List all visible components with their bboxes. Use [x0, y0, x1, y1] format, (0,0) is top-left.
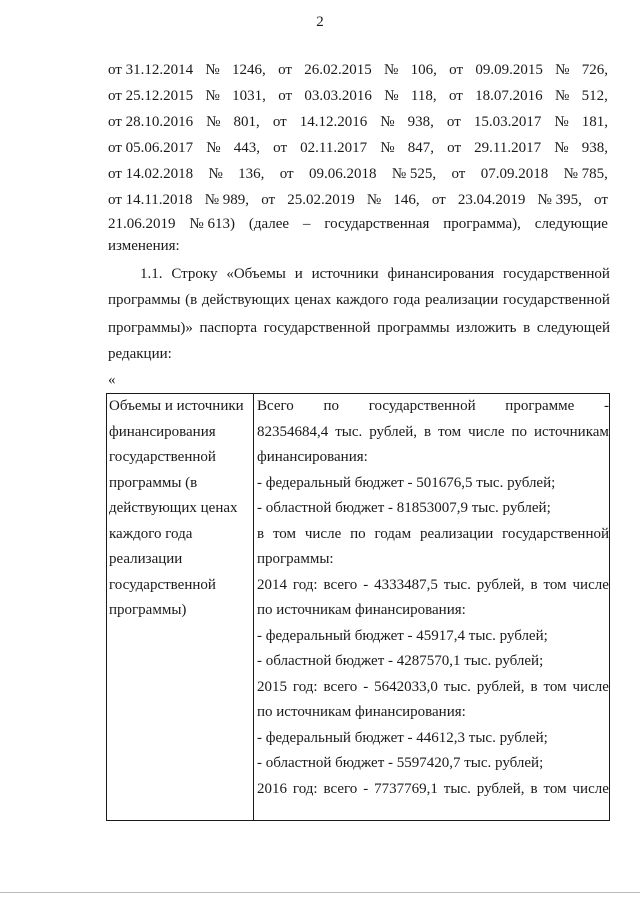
left-cell-line: финансирования — [109, 423, 216, 440]
reference-word: от — [273, 140, 287, 156]
reference-word: № — [555, 62, 570, 78]
left-cell-line: Объемы и источники — [109, 398, 244, 414]
reference-word: от — [272, 114, 287, 130]
reference-word: № — [554, 140, 569, 156]
reference-line — [108, 114, 608, 131]
reference-word: 29.11.2017 — [474, 140, 542, 156]
reference-word: 106, — [410, 62, 437, 78]
reference-word: 136, — [238, 166, 265, 182]
reference-word: 801, — [233, 114, 260, 130]
reference-word: 847, — [407, 140, 434, 156]
right-cell-line: - федеральный бюджет - 501676,5 тыс. рублей; — [257, 474, 556, 491]
reference-word: от — [449, 62, 464, 78]
reference-word: № — [554, 114, 569, 130]
left-cell-line: программы) — [109, 602, 187, 618]
reference-word: от — [278, 62, 292, 78]
reference-word: № — [380, 114, 395, 130]
right-cell-line: в том числе по годам реализации государственной — [257, 525, 609, 542]
reference-word: 09.06.2018 — [308, 166, 377, 182]
paragraph-line: 1.1. Строку «Объемы и источники финансирования государственной — [140, 266, 610, 282]
left-cell-line: каждого года — [109, 525, 193, 542]
left-cell-line: государственной — [109, 449, 216, 465]
reference-word: от — [279, 166, 294, 182]
paragraph-line: программы (в действующих ценах каждого года реализации государственной — [108, 292, 610, 308]
right-cell-line: - областной бюджет - 81853007,9 тыс. рублей; — [257, 500, 551, 516]
left-cell-line: реализации — [109, 551, 183, 567]
reference-word: 938, — [407, 114, 434, 130]
left-cell-line: действующих ценах — [109, 500, 238, 516]
reference-word: 26.02.2015 — [304, 62, 372, 78]
reference-word: 938, — [581, 140, 608, 156]
reference-word: № 525, — [391, 166, 437, 182]
right-cell-line: 2014 год: всего - 4333487,5 тыс. рублей, в том числе — [257, 576, 609, 593]
reference-word: следующие — [534, 216, 608, 232]
reference-word: (далее — [248, 216, 290, 232]
reference-word: 07.09.2018 — [480, 166, 549, 182]
table-right-cell — [257, 394, 609, 802]
table-left-cell — [109, 394, 251, 624]
reference-word: № — [205, 88, 220, 104]
right-cell-line: Всего по государственной программе - — [257, 398, 609, 414]
opening-quote: « — [108, 372, 116, 388]
paragraph-line: программы)» паспорта государственной программы изложить в следующей — [108, 320, 610, 336]
right-cell-line: программы: — [257, 551, 334, 567]
right-cell-line: по источникам финансирования: — [257, 602, 466, 618]
reference-word: от — [448, 88, 463, 104]
reference-word: № — [555, 88, 570, 104]
reference-word: № — [206, 114, 221, 130]
reference-word: 443, — [233, 140, 260, 156]
reference-word: 726, — [581, 62, 608, 78]
reference-word: 02.11.2017 — [300, 140, 368, 156]
right-cell-line: - областной бюджет - 5597420,7 тыс. рублей; — [257, 755, 544, 771]
reference-word: 1031, — [232, 88, 266, 104]
reference-word: от — [446, 114, 461, 130]
reference-word: 03.03.2016 — [304, 88, 372, 104]
reference-word: 18.07.2016 — [475, 88, 543, 104]
reference-word: от 05.06.2017 — [108, 140, 194, 156]
reference-word: от 31.12.2014 — [108, 62, 194, 78]
reference-word: № — [366, 192, 382, 208]
reference-word: № — [205, 62, 220, 78]
reference-word: от — [594, 192, 608, 208]
reference-line — [108, 140, 608, 157]
reference-word: 512, — [581, 88, 608, 104]
reference-word: 25.02.2019 — [287, 192, 355, 208]
right-cell-line: - областной бюджет - 4287570,1 тыс. рублей; — [257, 653, 544, 669]
reference-word: – — [303, 216, 311, 232]
reference-line — [108, 166, 608, 183]
reference-word: от — [431, 192, 446, 208]
reference-word: от — [278, 88, 293, 104]
reference-word: № — [206, 140, 221, 156]
reference-word: от 25.12.2015 — [108, 88, 194, 104]
passport-table — [106, 393, 610, 821]
reference-word: 23.04.2019 — [457, 192, 526, 208]
right-cell-line: - федеральный бюджет - 44612,3 тыс. рублей; — [257, 729, 548, 746]
right-cell-line: 2016 год: всего - 7737769,1 тыс. рублей, в том числе — [257, 780, 609, 797]
reference-line — [108, 62, 608, 79]
reference-word: 21.06.2019 — [108, 216, 176, 232]
page-number: 2 — [316, 14, 324, 30]
reference-word: от — [447, 140, 461, 156]
reference-word: № — [384, 88, 399, 104]
reference-word: 14.12.2016 — [299, 114, 368, 130]
reference-word: № 395, — [537, 192, 582, 208]
left-cell-line: программы (в — [109, 474, 198, 491]
reference-word: 146, — [393, 192, 420, 208]
reference-word: № 989, — [204, 192, 250, 208]
right-cell-line: финансирования: — [257, 449, 368, 465]
reference-line — [108, 216, 608, 233]
right-cell-line: по источникам финансирования: — [257, 704, 466, 720]
reference-word: 09.09.2015 — [475, 62, 543, 78]
reference-word: № — [208, 166, 223, 182]
reference-word: государственная — [324, 216, 430, 232]
reference-word: от 28.10.2016 — [108, 114, 194, 130]
reference-word: № — [384, 62, 399, 78]
column-divider — [253, 394, 254, 820]
reference-line — [108, 192, 608, 209]
right-cell-line: - федеральный бюджет - 45917,4 тыс. рублей; — [257, 627, 548, 644]
reference-word: № 785, — [563, 166, 608, 182]
left-cell-line: государственной — [109, 576, 216, 593]
reference-word: от 14.11.2018 — [108, 192, 193, 208]
right-cell-line: 2015 год: всего - 5642033,0 тыс. рублей, в том числе — [257, 678, 609, 695]
reference-word: 118, — [410, 88, 437, 104]
reference-word: программа), — [443, 216, 521, 232]
right-cell-line: 82354684,4 тыс. рублей, в том числе по источникам — [257, 423, 609, 440]
reference-word: 15.03.2017 — [473, 114, 542, 130]
reference-line — [108, 88, 608, 105]
reference-word: от — [261, 192, 276, 208]
changes-line: изменения: — [108, 238, 180, 254]
reference-word: от 14.02.2018 — [108, 166, 194, 182]
reference-word: 1246, — [232, 62, 266, 78]
reference-word: 181, — [581, 114, 608, 130]
reference-word: № 613) — [189, 216, 235, 232]
redaction-line: редакции: — [108, 346, 172, 362]
page-bottom-edge — [0, 892, 640, 893]
reference-word: от — [451, 166, 466, 182]
reference-word: № — [380, 140, 395, 156]
